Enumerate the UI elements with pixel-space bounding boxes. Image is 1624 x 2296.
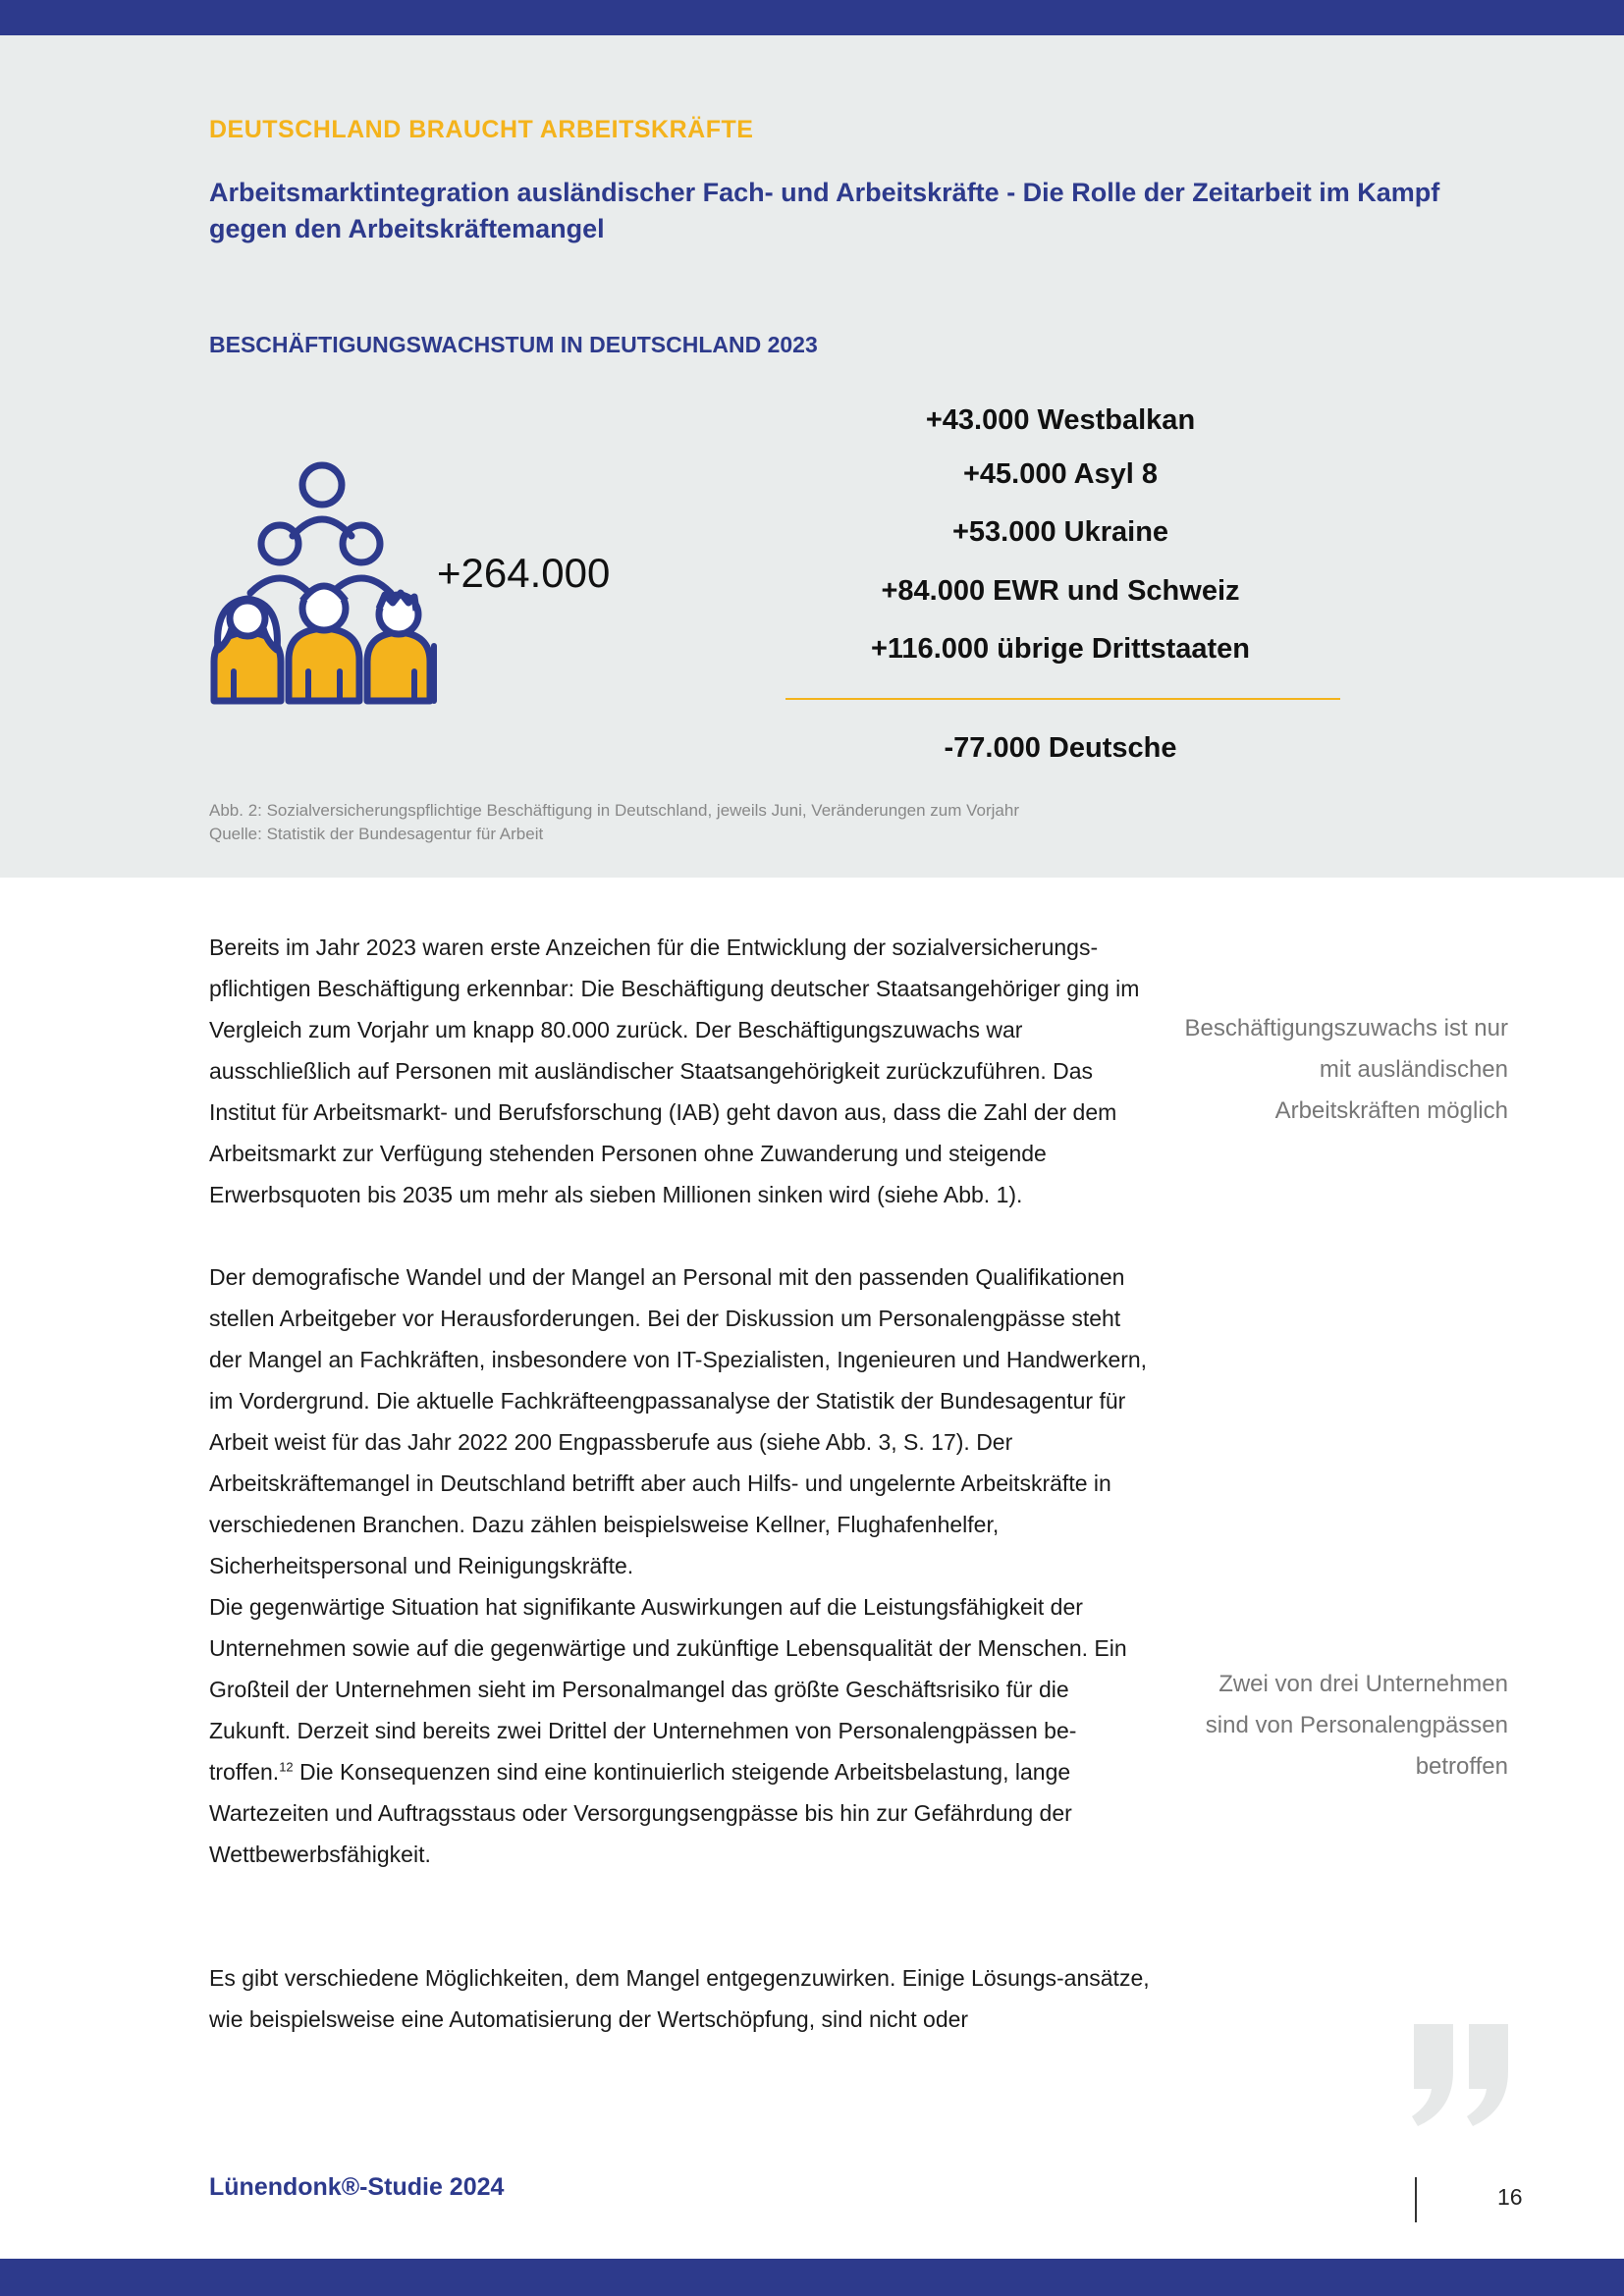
footnote-ref: 12 (279, 1759, 294, 1775)
people-group-icon (206, 454, 442, 709)
pull-quote-2: Zwei von drei Unternehmen sind von Personalengpässen betroffen (1205, 1671, 1508, 1780)
bottom-color-bar (0, 2259, 1624, 2296)
body-paragraph-4: Es gibt verschiedene Möglichkeiten, dem Mangel entgegenzuwirken. Einige Lösungs-ansätze, wie beispielsweise eine Automatisierung der Wertschöpfung, sind nicht oder (209, 1965, 1150, 2032)
footer-separator (1415, 2177, 1417, 2222)
footer-study-title: Lünendonk®-Studie 2024 (209, 2173, 505, 2201)
section-kicker: DEUTSCHLAND BRAUCHT ARBEITSKRÄFTE (209, 116, 754, 143)
body-paragraph-3: Die gegenwärtige Situation hat signifikante Auswirkungen auf die Leistungsfähigkeit der Unternehmen sowie auf die gegenwärtige und zukünftige Lebensqualität der Menschen. Ein Großteil der Unternehmen sieht im Personalmangel das größte Geschäftsrisiko für die Zukunft. Derzeit sind bereits zwei Drittel der Unternehmen von Personalengpässen be-troffen.$^{12}$ Die Konsequenzen sind eine kontinuierlich steigende Arbeitsbelastung, lange Wartezeiten und Auftragsstaus oder Versorgungsengpässe bis hin zur Gefährdung der Wettbewerbsfähigkeit. (209, 1594, 1127, 1867)
stat-ukraine: +53.000 Ukraine (951, 516, 1169, 548)
stat-ewr-schweiz: +84.000 EWR und Schweiz (881, 575, 1240, 607)
closing-quote-icon (1404, 2020, 1522, 2128)
pull-quote-1: Beschäftigungszuwachs ist nur mit ausländischen Arbeitskräften möglich (1184, 1015, 1508, 1124)
stat-westbalkan: +43.000 Westbalkan (925, 404, 1196, 436)
body-paragraph-2: Der demografische Wandel und der Mangel an Personal mit den passenden Qualifikationen stellen Arbeitgeber vor Herausforderungen. Bei der Diskussion um Personalengpässe steht der Mangel an Fachkräften, insbesondere von IT-Spezialisten, Ingenieuren und Handwerkern, im Vordergrund. Die aktuelle Fachkräfteengpassanalyse der Statistik der Bundesagentur für Arbeit weist für das Jahr 2022 200 Engpassberufe aus (siehe Abb. 3, S. 17). Der Arbeitskräftemangel in Deutschland betrifft aber auch Hilfs- und ungelernte Arbeitskräfte in verschiedenen Branchen. Dazu zählen beispielsweise Kellner, Flughafenhelfer, Sicherheitspersonal und Reinigungskräfte. (209, 1264, 1148, 1578)
stat-deutsche: -77.000 Deutsche (944, 732, 1177, 764)
body-paragraph-1: Bereits im Jahr 2023 waren erste Anzeichen für die Entwicklung der sozialversicherungs-pflichtigen Beschäftigung erkennbar: Die Beschäftigung deutscher Staatsangehöriger ging im Vergleich zum Vorjahr um knapp 80.000 zurück. Der Beschäftigungszuwachs war ausschließlich auf Personen mit ausländischer Staatsangehörigkeit zurückzuführen. Das Institut für Arbeitsmarkt- und Berufsforschung (IAB) geht davon aus, dass die Zahl der dem Arbeitsmarkt zur Verfügung stehenden Personen ohne Zuwanderung und steigende Erwerbsquoten bis 2035 um mehr als sieben Millionen sinken wird (siehe Abb. 1). (209, 934, 1140, 1207)
stats-divider (785, 698, 1340, 700)
stat-asyl: +45.000 Asyl 8 (962, 458, 1159, 490)
total-growth-value: +264.000 (437, 550, 611, 596)
figure-title: BESCHÄFTIGUNGSWACHSTUM IN DEUTSCHLAND 2023 (209, 332, 818, 357)
figure-caption (209, 799, 1019, 846)
caption-source: Quelle: Statistik der Bundesagentur für Arbeit (209, 825, 544, 843)
top-color-bar (0, 0, 1624, 35)
stat-drittstaaten: +116.000 übrige Drittstaaten (870, 633, 1251, 665)
page-headline: Arbeitsmarktintegration ausländischer Fach- und Arbeitskräfte - Die Rolle der Zeitarbeit im Kampf gegen den Arbeitskräftemangel (209, 178, 1440, 243)
caption-line: Abb. 2: Sozialversicherungspflichtige Beschäftigung in Deutschland, jeweils Juni, Veränderungen zum Vorjahr (209, 801, 1019, 820)
page-number: 16 (1497, 2184, 1523, 2210)
